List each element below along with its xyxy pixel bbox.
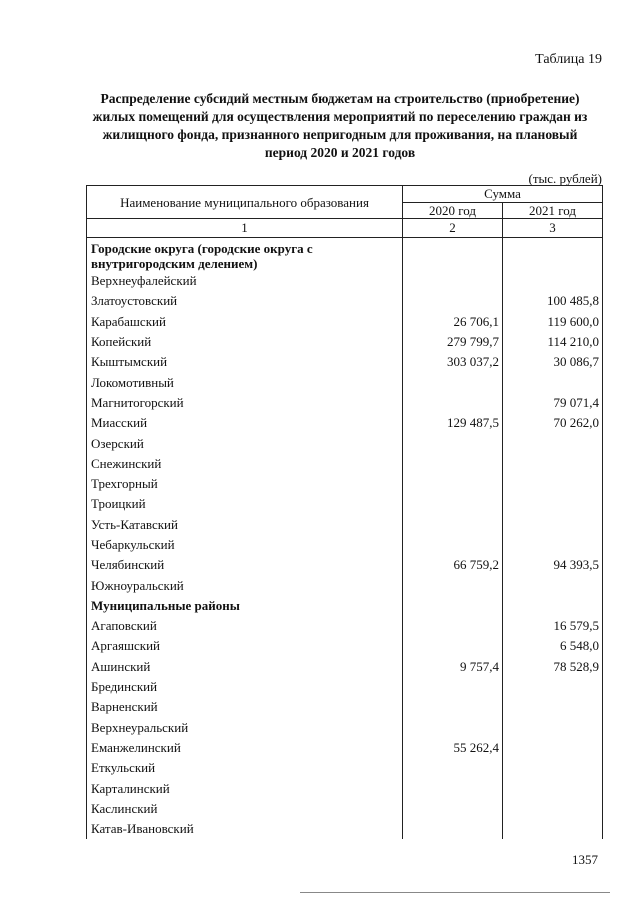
amount-2020: 303 037,2 bbox=[403, 352, 503, 372]
municipality-name: Челябинский bbox=[87, 555, 403, 575]
amount-2020 bbox=[403, 758, 503, 778]
amount-2021 bbox=[503, 697, 603, 717]
municipality-name: Еманжелинский bbox=[87, 738, 403, 758]
amount-2021 bbox=[503, 535, 603, 555]
amount-2020 bbox=[403, 718, 503, 738]
table-row bbox=[87, 271, 603, 291]
header-year-2021: 2021 год bbox=[503, 202, 603, 219]
municipality-name: Троицкий bbox=[87, 494, 403, 514]
amount-2020 bbox=[403, 372, 503, 392]
municipality-name: Чебаркульский bbox=[87, 535, 403, 555]
amount-2020 bbox=[403, 697, 503, 717]
municipality-name: Озерский bbox=[87, 433, 403, 453]
amount-2021 bbox=[503, 454, 603, 474]
amount-2020: 26 706,1 bbox=[403, 312, 503, 332]
amount-2020 bbox=[403, 636, 503, 656]
table-row bbox=[87, 657, 603, 677]
table-row bbox=[87, 474, 603, 494]
municipality-name: Каслинский bbox=[87, 799, 403, 819]
table-row bbox=[87, 413, 603, 433]
amount-2021 bbox=[503, 799, 603, 819]
amount-2020 bbox=[403, 799, 503, 819]
amount-2020 bbox=[403, 819, 503, 839]
amount-2021 bbox=[503, 778, 603, 798]
municipality-name: Ашинский bbox=[87, 657, 403, 677]
municipality-name: Городские округа (городские округа с внутригородским делением) bbox=[87, 238, 403, 272]
municipality-name: Еткульский bbox=[87, 758, 403, 778]
table-row bbox=[87, 799, 603, 819]
amount-2021: 114 210,0 bbox=[503, 332, 603, 352]
municipality-name: Брединский bbox=[87, 677, 403, 697]
amount-2021: 100 485,8 bbox=[503, 291, 603, 311]
table-header bbox=[87, 186, 603, 219]
amount-2021: 70 262,0 bbox=[503, 413, 603, 433]
column-number: 3 bbox=[503, 219, 603, 238]
amount-2020: 279 799,7 bbox=[403, 332, 503, 352]
amount-2021 bbox=[503, 738, 603, 758]
table-row bbox=[87, 535, 603, 555]
amount-2020 bbox=[403, 474, 503, 494]
table-row bbox=[87, 636, 603, 656]
amount-2021: 78 528,9 bbox=[503, 657, 603, 677]
table-body bbox=[87, 238, 603, 840]
amount-2021 bbox=[503, 718, 603, 738]
amount-2020 bbox=[403, 291, 503, 311]
amount-2020 bbox=[403, 575, 503, 595]
amount-2020 bbox=[403, 677, 503, 697]
table-row bbox=[87, 778, 603, 798]
amount-2020 bbox=[403, 238, 503, 272]
municipality-name: Карталинский bbox=[87, 778, 403, 798]
amount-2020: 9 757,4 bbox=[403, 657, 503, 677]
amount-2020 bbox=[403, 393, 503, 413]
table-row bbox=[87, 494, 603, 514]
municipality-name: Карабашский bbox=[87, 312, 403, 332]
municipality-name: Копейский bbox=[87, 332, 403, 352]
column-numbers bbox=[87, 219, 603, 238]
amount-2021 bbox=[503, 575, 603, 595]
municipality-name: Катав-Ивановский bbox=[87, 819, 403, 839]
amount-2021: 119 600,0 bbox=[503, 312, 603, 332]
amount-2021: 30 086,7 bbox=[503, 352, 603, 372]
amount-2021: 94 393,5 bbox=[503, 555, 603, 575]
amount-2020 bbox=[403, 454, 503, 474]
amount-2020: 66 759,2 bbox=[403, 555, 503, 575]
municipality-name: Снежинский bbox=[87, 454, 403, 474]
amount-2020: 55 262,4 bbox=[403, 738, 503, 758]
table-row bbox=[87, 312, 603, 332]
amount-2021: 79 071,4 bbox=[503, 393, 603, 413]
column-number: 2 bbox=[403, 219, 503, 238]
amount-2021 bbox=[503, 515, 603, 535]
amount-2021: 6 548,0 bbox=[503, 636, 603, 656]
amount-2020 bbox=[403, 616, 503, 636]
header-sum: Сумма bbox=[403, 186, 603, 203]
units-note: (тыс. рублей) bbox=[528, 171, 602, 186]
table-label: Таблица 19 bbox=[535, 52, 602, 67]
table-row bbox=[87, 697, 603, 717]
amount-2020 bbox=[403, 535, 503, 555]
table-row bbox=[87, 352, 603, 372]
amount-2020 bbox=[403, 433, 503, 453]
table-row bbox=[87, 819, 603, 839]
table-row bbox=[87, 332, 603, 352]
table-row bbox=[87, 718, 603, 738]
municipality-name: Усть-Катавский bbox=[87, 515, 403, 535]
amount-2021 bbox=[503, 819, 603, 839]
municipality-name: Аргаяшский bbox=[87, 636, 403, 656]
column-number: 1 bbox=[87, 219, 403, 238]
table-row bbox=[87, 555, 603, 575]
municipality-name: Магнитогорский bbox=[87, 393, 403, 413]
table-row bbox=[87, 291, 603, 311]
municipality-name: Верхнеуфалейский bbox=[87, 271, 403, 291]
amount-2020 bbox=[403, 778, 503, 798]
amount-2021 bbox=[503, 596, 603, 616]
amount-2020 bbox=[403, 271, 503, 291]
subsidy-table bbox=[86, 185, 603, 839]
table-row bbox=[87, 515, 603, 535]
amount-2021 bbox=[503, 271, 603, 291]
municipality-name: Варненский bbox=[87, 697, 403, 717]
amount-2021 bbox=[503, 758, 603, 778]
amount-2021 bbox=[503, 474, 603, 494]
page-number: 1357 bbox=[572, 852, 598, 867]
amount-2020 bbox=[403, 596, 503, 616]
municipality-name: Трехгорный bbox=[87, 474, 403, 494]
amount-2020: 129 487,5 bbox=[403, 413, 503, 433]
municipality-name: Агаповский bbox=[87, 616, 403, 636]
municipality-name: Муниципальные районы bbox=[87, 596, 403, 616]
municipality-name: Верхнеуральский bbox=[87, 718, 403, 738]
section-row bbox=[87, 238, 603, 272]
amount-2020 bbox=[403, 515, 503, 535]
amount-2021 bbox=[503, 238, 603, 272]
municipality-name: Кыштымский bbox=[87, 352, 403, 372]
table-row bbox=[87, 433, 603, 453]
table-row bbox=[87, 738, 603, 758]
amount-2020 bbox=[403, 494, 503, 514]
municipality-name: Миасский bbox=[87, 413, 403, 433]
table-row bbox=[87, 575, 603, 595]
amount-2021 bbox=[503, 372, 603, 392]
amount-2021 bbox=[503, 494, 603, 514]
section-row bbox=[87, 596, 603, 616]
table-row bbox=[87, 677, 603, 697]
municipality-name: Южноуральский bbox=[87, 575, 403, 595]
municipality-name: Локомотивный bbox=[87, 372, 403, 392]
municipality-name: Златоустовский bbox=[87, 291, 403, 311]
table-row bbox=[87, 454, 603, 474]
document-title: Распределение субсидий местным бюджетам на строительство (приобретение) жилых помещений для осуществления мероприятий по переселению граждан из жилищного фонда, признанного непригодным для проживания, на плановый период 2020 и 2021 годов bbox=[92, 91, 588, 160]
amount-2021 bbox=[503, 677, 603, 697]
footer-divider bbox=[300, 892, 610, 893]
header-name: Наименование муниципального образования bbox=[87, 186, 403, 219]
table-row bbox=[87, 758, 603, 778]
amount-2021: 16 579,5 bbox=[503, 616, 603, 636]
amount-2021 bbox=[503, 433, 603, 453]
header-year-2020: 2020 год bbox=[403, 202, 503, 219]
table-row bbox=[87, 616, 603, 636]
table-row bbox=[87, 372, 603, 392]
table-row bbox=[87, 393, 603, 413]
